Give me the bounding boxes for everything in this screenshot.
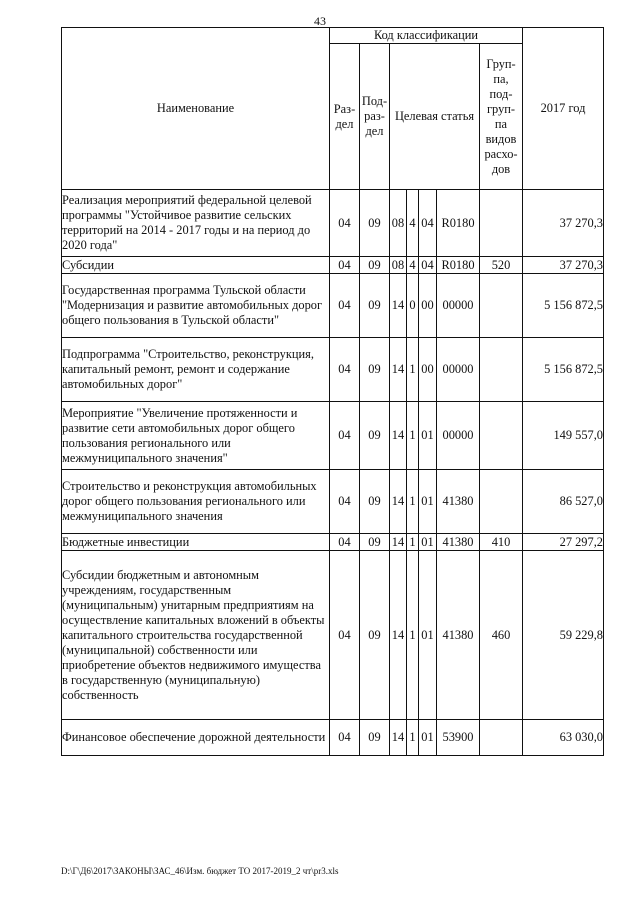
row-amount: 37 270,3 (523, 257, 604, 274)
row-target-subprogram: 1 (407, 470, 419, 534)
header-group: Груп- па, под- груп- па видов расхо- дов (480, 44, 523, 190)
row-name: Реализация мероприятий федеральной целевой программы "Устойчивое развитие сельских территорий на 2014 - 2017 годы и на период до 2020 года" (62, 190, 330, 257)
table-row (62, 257, 604, 274)
table-row (62, 720, 604, 756)
row-name: Строительство и реконструкция автомобильных дорог общего пользования регионального или межмуниципального значения (62, 470, 330, 534)
table-row (62, 338, 604, 402)
row-amount: 149 557,0 (523, 402, 604, 470)
row-podrazdel: 09 (360, 257, 390, 274)
row-expense-group (480, 274, 523, 338)
header-podrazdel: Под- раз- дел (360, 44, 390, 190)
row-target-direction: 41380 (437, 470, 480, 534)
row-target-direction: 00000 (437, 338, 480, 402)
row-target-program: 14 (390, 274, 407, 338)
row-target-subprogram: 1 (407, 338, 419, 402)
row-podrazdel: 09 (360, 470, 390, 534)
row-expense-group (480, 338, 523, 402)
row-target-subprogram: 0 (407, 274, 419, 338)
row-amount: 86 527,0 (523, 470, 604, 534)
row-amount: 63 030,0 (523, 720, 604, 756)
row-name: Подпрограмма "Строительство, реконструкция, капитальный ремонт, ремонт и содержание автомобильных дорог" (62, 338, 330, 402)
row-expense-group: 520 (480, 257, 523, 274)
row-target-program: 14 (390, 470, 407, 534)
row-target-direction: R0180 (437, 190, 480, 257)
row-razdel: 04 (330, 338, 360, 402)
header-target: Целевая статья (390, 44, 480, 190)
table-row (62, 402, 604, 470)
row-amount: 5 156 872,5 (523, 338, 604, 402)
budget-table (61, 27, 604, 756)
row-razdel: 04 (330, 470, 360, 534)
row-razdel: 04 (330, 402, 360, 470)
row-razdel: 04 (330, 551, 360, 720)
header-name: Наименование (62, 28, 330, 190)
row-target-subprogram: 4 (407, 190, 419, 257)
row-podrazdel: 09 (360, 551, 390, 720)
row-target-program: 14 (390, 534, 407, 551)
row-target-event: 01 (419, 534, 437, 551)
row-target-direction: 53900 (437, 720, 480, 756)
row-target-direction: 00000 (437, 274, 480, 338)
row-target-program: 14 (390, 338, 407, 402)
row-razdel: 04 (330, 720, 360, 756)
row-target-subprogram: 4 (407, 257, 419, 274)
row-target-subprogram: 1 (407, 720, 419, 756)
row-expense-group (480, 470, 523, 534)
row-podrazdel: 09 (360, 720, 390, 756)
row-target-subprogram: 1 (407, 534, 419, 551)
row-target-program: 14 (390, 720, 407, 756)
row-target-event: 01 (419, 402, 437, 470)
row-amount: 5 156 872,5 (523, 274, 604, 338)
row-expense-group (480, 402, 523, 470)
row-razdel: 04 (330, 274, 360, 338)
row-expense-group: 460 (480, 551, 523, 720)
row-target-direction: R0180 (437, 257, 480, 274)
row-expense-group (480, 720, 523, 756)
row-podrazdel: 09 (360, 190, 390, 257)
row-target-program: 14 (390, 551, 407, 720)
row-target-event: 01 (419, 470, 437, 534)
row-target-event: 00 (419, 274, 437, 338)
row-target-program: 08 (390, 257, 407, 274)
row-podrazdel: 09 (360, 534, 390, 551)
row-target-event: 04 (419, 190, 437, 257)
row-amount: 27 297,2 (523, 534, 604, 551)
row-target-subprogram: 1 (407, 402, 419, 470)
header-year: 2017 год (523, 28, 604, 190)
row-target-direction: 41380 (437, 534, 480, 551)
row-name: Субсидии бюджетным и автономным учреждениям, государственным (муниципальным) унитарным предприятиям на осуществление капитальных вложений в объекты капитального строительства государственной (муниципальной) собственности или приобретение объектов недвижимого имущества в государственную (муниципальную) собственность (62, 551, 330, 720)
table-row (62, 274, 604, 338)
row-target-program: 08 (390, 190, 407, 257)
header-classification: Код классификации (330, 28, 523, 44)
row-name: Бюджетные инвестиции (62, 534, 330, 551)
row-target-event: 01 (419, 720, 437, 756)
row-razdel: 04 (330, 534, 360, 551)
row-podrazdel: 09 (360, 338, 390, 402)
row-name: Мероприятие "Увеличение протяженности и развитие сети автомобильных дорог общего пользования регионального или межмуниципального значения" (62, 402, 330, 470)
table-row (62, 551, 604, 720)
table-row (62, 470, 604, 534)
row-amount: 37 270,3 (523, 190, 604, 257)
row-target-event: 04 (419, 257, 437, 274)
header-razdel: Раз- дел (330, 44, 360, 190)
table-row (62, 190, 604, 257)
row-expense-group: 410 (480, 534, 523, 551)
file-path-footer: D:\Г\Д6\2017\ЗАКОНЫ\ЗАС_46\Изм. бюджет ТО 2017-2019_2 чт\pr3.xls (61, 866, 339, 876)
row-target-direction: 00000 (437, 402, 480, 470)
row-name: Государственная программа Тульской области "Модернизация и развитие автомобильных дорог общего пользования в Тульской области" (62, 274, 330, 338)
row-target-subprogram: 1 (407, 551, 419, 720)
row-amount: 59 229,8 (523, 551, 604, 720)
row-target-event: 00 (419, 338, 437, 402)
page-number: 43 (314, 14, 326, 28)
row-name: Финансовое обеспечение дорожной деятельности (62, 720, 330, 756)
row-podrazdel: 09 (360, 402, 390, 470)
row-target-event: 01 (419, 551, 437, 720)
row-name: Субсидии (62, 257, 330, 274)
row-expense-group (480, 190, 523, 257)
row-podrazdel: 09 (360, 274, 390, 338)
row-target-program: 14 (390, 402, 407, 470)
row-razdel: 04 (330, 257, 360, 274)
row-target-direction: 41380 (437, 551, 480, 720)
row-razdel: 04 (330, 190, 360, 257)
table-row (62, 534, 604, 551)
